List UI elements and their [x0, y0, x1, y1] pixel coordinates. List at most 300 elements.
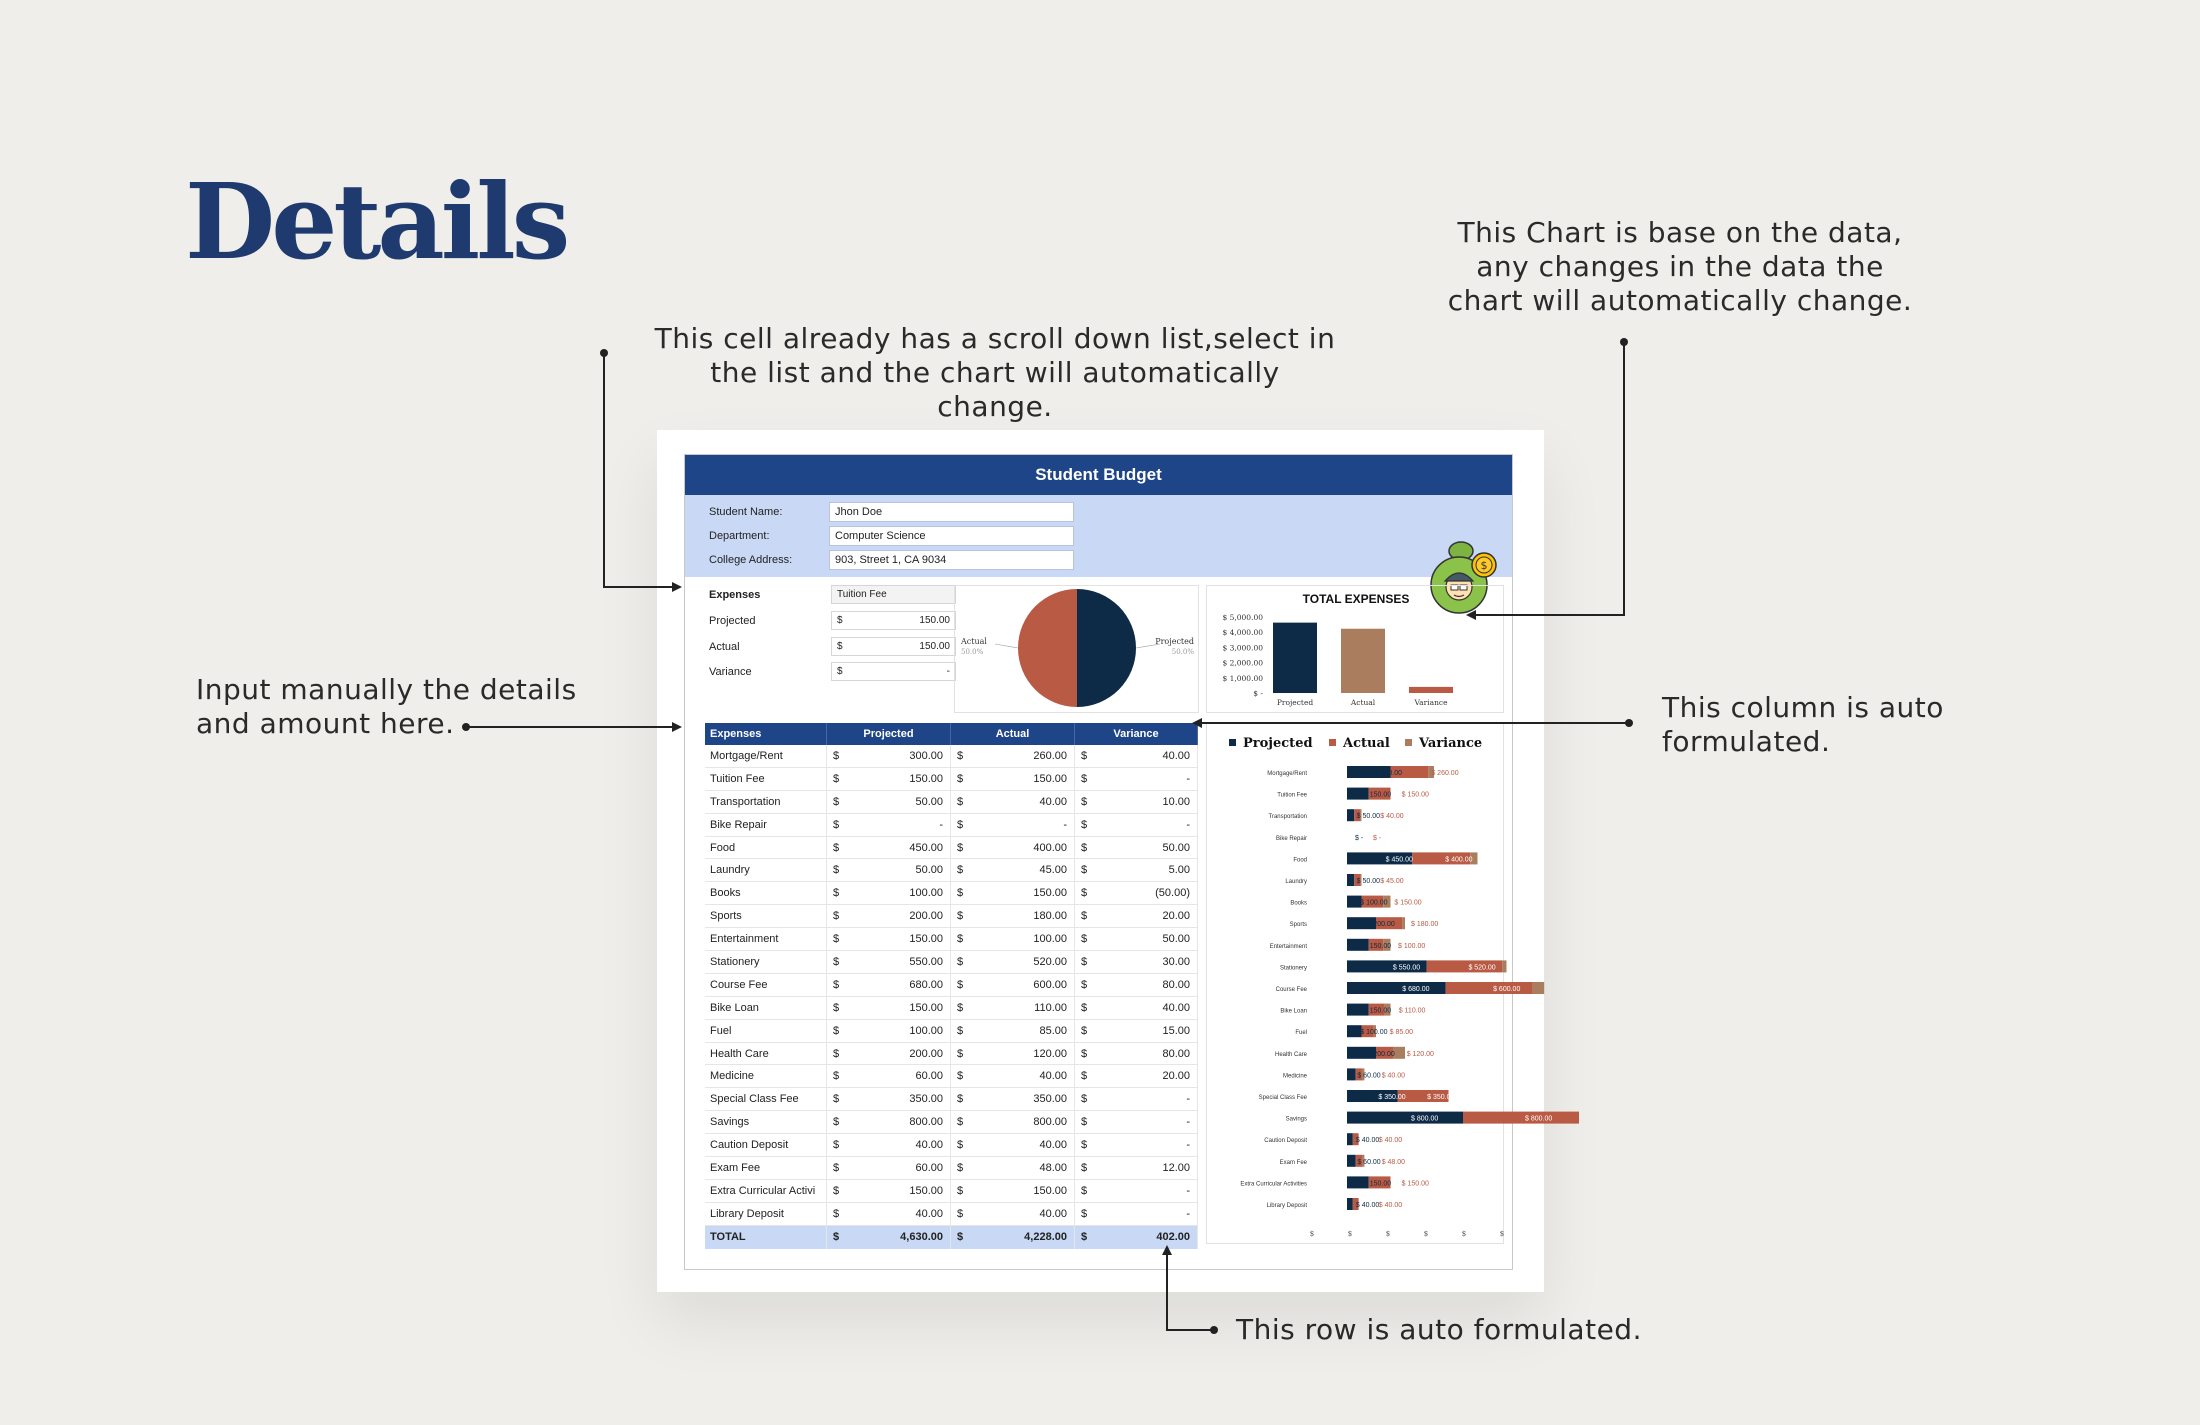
projected-cell[interactable]: [827, 882, 951, 904]
actual-data-label: $ 260.00: [1431, 770, 1459, 777]
actual-cell[interactable]: [951, 837, 1075, 859]
legend-label: Actual: [1343, 736, 1390, 751]
amount: 80.00: [1162, 978, 1190, 991]
expense-name-cell[interactable]: Special Class Fee: [705, 1088, 827, 1110]
projected-data-label: $ 800.00: [1411, 1115, 1439, 1123]
projected-cell[interactable]: [827, 951, 951, 973]
variance-cell: [1075, 1134, 1198, 1156]
currency-symbol: $: [957, 750, 964, 762]
currency-symbol: $: [833, 933, 840, 946]
summary-label: Projected: [709, 615, 756, 627]
x-tick-label: $: [1385, 1230, 1391, 1238]
projected-cell[interactable]: [827, 791, 951, 813]
amount: 4,228.00: [1024, 1230, 1067, 1243]
actual-data-label: $ 520.00: [1468, 964, 1496, 972]
currency-symbol: $: [957, 1184, 964, 1197]
actual-cell[interactable]: [951, 951, 1075, 973]
table-row: [705, 837, 1198, 860]
currency-symbol: $: [833, 1093, 840, 1106]
department-field[interactable]: Computer Science: [829, 526, 1074, 546]
summary-amount: -: [946, 666, 950, 677]
table-row: [705, 951, 1198, 974]
amount: 50.00: [1162, 841, 1190, 854]
student-name-field[interactable]: Jhon Doe: [829, 502, 1074, 522]
actual-data-label: $ 40.00: [1378, 1202, 1403, 1209]
projected-bar: [1347, 874, 1354, 886]
projected-cell[interactable]: [827, 1043, 951, 1065]
summary-value-box: [831, 637, 956, 656]
table-row: [705, 997, 1198, 1020]
amount: 5.00: [1168, 864, 1190, 877]
category-label: Exam Fee: [1279, 1159, 1307, 1166]
currency-symbol: $: [837, 615, 843, 626]
amount: 100.00: [909, 1024, 943, 1037]
summary-value-box: [831, 662, 956, 681]
actual-data-label: $ 150.00: [1394, 899, 1422, 907]
projected-bar: [1347, 809, 1354, 821]
category-label: Course Fee: [1275, 987, 1307, 993]
actual-cell[interactable]: [951, 1203, 1075, 1225]
projected-cell[interactable]: [827, 837, 951, 859]
projected-data-label: $ 60.00: [1357, 1158, 1381, 1166]
variance-cell: [1075, 1088, 1198, 1110]
currency-symbol: $: [833, 978, 840, 991]
actual-data-label: $ 800.00: [1525, 1115, 1553, 1123]
variance-bar: [1393, 1047, 1405, 1059]
total-expenses-chart: [1207, 586, 1505, 714]
currency-symbol: $: [957, 1207, 964, 1220]
currency-symbol: $: [1081, 1024, 1088, 1037]
actual-cell[interactable]: [951, 997, 1075, 1019]
table-row: [705, 928, 1198, 951]
projected-data-label: $ 50.00: [1356, 878, 1380, 885]
y-tick-label: $ 5,000.00: [1222, 613, 1263, 622]
variance-cell: [1075, 1203, 1198, 1225]
currency-symbol: $: [833, 864, 840, 877]
amount: 150.00: [1033, 1184, 1067, 1197]
projected-data-label: $ 100.00: [1360, 899, 1388, 907]
currency-symbol: $: [1081, 956, 1088, 969]
expense-comparison-chart: [1207, 724, 1553, 1245]
currency-symbol: $: [957, 978, 964, 991]
amount: 150.00: [909, 933, 943, 946]
currency-symbol: $: [957, 1162, 964, 1175]
amount: 120.00: [1033, 1047, 1067, 1060]
expense-selector-label: Expenses: [709, 589, 761, 601]
actual-cell[interactable]: [951, 791, 1075, 813]
projected-bar: [1347, 1155, 1356, 1167]
x-tick-label: $: [1423, 1230, 1429, 1238]
expense-name-cell[interactable]: Library Deposit: [705, 1203, 827, 1225]
bar-variance: [1409, 687, 1453, 693]
currency-symbol: $: [957, 1024, 964, 1037]
pie-data-label: 50.0%: [961, 648, 984, 656]
expense-name-cell[interactable]: Books: [705, 882, 827, 904]
amount: -: [939, 818, 943, 831]
category-label: Library Deposit: [1266, 1203, 1307, 1209]
currency-symbol: $: [833, 818, 840, 831]
currency-symbol: $: [957, 1116, 964, 1129]
column-header: Variance: [1075, 723, 1198, 745]
summary-amount: 150.00: [919, 641, 950, 652]
actual-cell[interactable]: [951, 1111, 1075, 1133]
amount: 100.00: [909, 887, 943, 900]
currency-symbol: $: [957, 1230, 964, 1243]
actual-cell[interactable]: [951, 1043, 1075, 1065]
amount: 200.00: [909, 1047, 943, 1060]
projected-bar: [1347, 1068, 1356, 1080]
amount: -: [1186, 1116, 1190, 1129]
projected-cell[interactable]: [827, 928, 951, 950]
projected-cell[interactable]: [827, 814, 951, 836]
amount: 4,630.00: [900, 1230, 943, 1243]
summary-label: Actual: [709, 641, 740, 653]
summary-value-box: [831, 611, 956, 630]
actual-cell[interactable]: [951, 1157, 1075, 1179]
actual-cell[interactable]: [951, 905, 1075, 927]
x-tick-label: $: [1499, 1230, 1505, 1238]
category-label: Transportation: [1268, 814, 1307, 821]
projected-cell[interactable]: [827, 859, 951, 881]
currency-symbol: $: [1081, 750, 1088, 762]
amount: -: [1186, 1184, 1190, 1197]
amount: 12.00: [1162, 1162, 1190, 1175]
y-tick-label: $ -: [1253, 689, 1263, 698]
category-label: Tuition Fee: [1277, 792, 1307, 799]
actual-data-label: $ 40.00: [1381, 1072, 1406, 1080]
expense-name-cell[interactable]: Bike Repair: [705, 814, 827, 836]
amount: 800.00: [909, 1116, 943, 1129]
variance-bar: [1533, 982, 1545, 994]
summary-row-actual: [709, 637, 959, 657]
actual-cell[interactable]: [951, 768, 1075, 790]
amount: 150.00: [909, 1001, 943, 1014]
y-tick-label: $ 1,000.00: [1222, 673, 1263, 683]
projected-cell[interactable]: [827, 1088, 951, 1110]
actual-data-label: $ 48.00: [1381, 1158, 1406, 1166]
actual-cell[interactable]: [951, 974, 1075, 996]
currency-symbol: $: [833, 1070, 840, 1083]
expense-name-cell[interactable]: Stationery: [705, 951, 827, 973]
chart-note: This Chart is base on the data, any changes in the data the chart will automatically change.: [1447, 216, 1913, 317]
currency-symbol: $: [1081, 978, 1088, 991]
variance-cell: [1075, 997, 1198, 1019]
projected-data-label: $ 200.00: [1367, 1050, 1395, 1058]
expense-comparison-chart-panel: [1206, 723, 1553, 1244]
actual-data-label: $ 150.00: [1401, 791, 1429, 799]
currency-symbol: $: [957, 818, 964, 831]
expense-name-cell[interactable]: Savings: [705, 1111, 827, 1133]
expense-name-cell[interactable]: Health Care: [705, 1043, 827, 1065]
variance-cell: [1075, 791, 1198, 813]
expense-selector-row: [709, 585, 959, 605]
actual-cell[interactable]: [951, 928, 1075, 950]
actual-cell[interactable]: [951, 814, 1075, 836]
expense-name-cell[interactable]: Entertainment: [705, 928, 827, 950]
projected-data-label: $ 60.00: [1357, 1072, 1381, 1080]
amount: 50.00: [915, 795, 943, 808]
currency-symbol: $: [833, 1230, 840, 1243]
amount: 300.00: [909, 750, 943, 762]
legend-swatch: [1329, 739, 1336, 746]
pie-data-label: 50.0%: [1171, 648, 1194, 656]
expense-name-cell[interactable]: Mortgage/Rent: [705, 745, 827, 767]
x-tick-label: $: [1461, 1230, 1467, 1238]
actual-data-label: $ 85.00: [1389, 1029, 1414, 1037]
summary-amount: 150.00: [919, 615, 950, 626]
legend-label: Projected: [1243, 736, 1313, 751]
projected-data-label: $ 300.00: [1374, 770, 1402, 777]
actual-cell[interactable]: [951, 1088, 1075, 1110]
expense-name-cell[interactable]: Course Fee: [705, 974, 827, 996]
amount: 100.00: [1033, 933, 1067, 946]
currency-symbol: $: [1081, 1001, 1088, 1014]
actual-data-label: $ 45.00: [1380, 878, 1404, 885]
table-row: [705, 745, 1198, 768]
currency-symbol: $: [833, 1184, 840, 1197]
amount: 40.00: [1162, 1001, 1190, 1014]
currency-symbol: $: [1081, 1070, 1088, 1083]
variance-cell: [1075, 951, 1198, 973]
currency-symbol: $: [833, 750, 840, 762]
currency-symbol: $: [1081, 1230, 1088, 1243]
table-row: [705, 1180, 1198, 1203]
page-title: Details: [185, 160, 567, 283]
actual-data-label: $ 150.00: [1401, 1180, 1429, 1188]
projected-data-label: $ 40.00: [1355, 1202, 1380, 1209]
amount: 110.00: [1034, 1001, 1067, 1014]
currency-symbol: $: [833, 1207, 840, 1220]
actual-data-label: $ 400.00: [1445, 856, 1473, 864]
amount: 30.00: [1162, 956, 1190, 969]
currency-symbol: $: [833, 1139, 840, 1152]
expense-summary: [709, 585, 959, 705]
category-label: Mortgage/Rent: [1267, 771, 1307, 777]
table-row: [705, 859, 1198, 882]
projected-cell[interactable]: [827, 1134, 951, 1156]
projected-cell[interactable]: [827, 745, 951, 767]
variance-bar: [1502, 960, 1506, 972]
amount: 400.00: [1033, 841, 1067, 854]
currency-symbol: $: [957, 772, 964, 785]
variance-cell: [1075, 1226, 1198, 1249]
row-note: This row is auto formulated.: [1236, 1313, 1642, 1346]
actual-cell[interactable]: [951, 1020, 1075, 1042]
projected-bar: [1347, 982, 1446, 994]
y-tick-label: $ 2,000.00: [1222, 658, 1263, 668]
expense-name-cell[interactable]: Exam Fee: [705, 1157, 827, 1179]
actual-data-label: $ 120.00: [1406, 1050, 1434, 1058]
category-label: Books: [1290, 900, 1307, 907]
column-header: Projected: [827, 723, 951, 745]
amount: 40.00: [915, 1207, 943, 1220]
amount: 10.00: [1162, 795, 1190, 808]
expense-name-cell[interactable]: Caution Deposit: [705, 1134, 827, 1156]
variance-cell: [1075, 837, 1198, 859]
currency-symbol: $: [1081, 864, 1088, 877]
actual-data-label: $ 100.00: [1398, 942, 1426, 950]
expense-name-cell[interactable]: Medicine: [705, 1065, 827, 1087]
actual-cell[interactable]: [951, 882, 1075, 904]
currency-symbol: $: [957, 956, 964, 969]
projected-cell[interactable]: [827, 997, 951, 1019]
table-row: [705, 1065, 1198, 1088]
column-header: Actual: [951, 723, 1075, 745]
table-row: [705, 1203, 1198, 1226]
projected-data-label: $ 200.00: [1367, 921, 1395, 929]
projected-data-label: $ 100.00: [1360, 1029, 1388, 1037]
amount: 150.00: [1033, 887, 1067, 900]
input-note: Input manually the details and amount here.: [196, 673, 577, 740]
projected-bar: [1347, 1112, 1463, 1124]
currency-symbol: $: [1081, 1116, 1088, 1129]
variance-cell: [1075, 974, 1198, 996]
projected-data-label: $ 150.00: [1363, 791, 1392, 799]
expense-name-cell[interactable]: Sports: [705, 905, 827, 927]
summary-row-projected: [709, 611, 959, 631]
amount: 20.00: [1162, 910, 1190, 923]
variance-cell: [1075, 1043, 1198, 1065]
variance-cell: [1075, 1180, 1198, 1202]
pie-label: Actual: [961, 637, 987, 646]
column-note: This column is auto formulated.: [1662, 691, 1944, 758]
actual-data-label: $ 110.00: [1398, 1007, 1426, 1015]
table-row: [705, 791, 1198, 814]
info-label: College Address:: [709, 554, 793, 566]
actual-cell[interactable]: [951, 745, 1075, 767]
info-label: Department:: [709, 530, 770, 542]
currency-symbol: $: [1081, 818, 1088, 831]
amount: -: [1186, 1207, 1190, 1220]
category-label: Bike Loan: [1280, 1008, 1307, 1015]
category-label: Health Care: [1274, 1051, 1307, 1058]
projected-bar: [1347, 1133, 1353, 1145]
currency-symbol: $: [1081, 1047, 1088, 1060]
table-row: [705, 1043, 1198, 1066]
table-row: [705, 1111, 1198, 1134]
pie-label: Projected: [1155, 637, 1194, 646]
currency-symbol: $: [957, 1070, 964, 1083]
projected-cell[interactable]: [827, 1157, 951, 1179]
table-row: [705, 1157, 1198, 1180]
actual-data-label: $ 350.00: [1427, 1094, 1455, 1101]
amount: (50.00): [1155, 887, 1190, 900]
amount: 50.00: [915, 864, 943, 877]
projected-cell[interactable]: [827, 1020, 951, 1042]
x-tick-label: Projected: [1276, 698, 1314, 707]
projected-cell[interactable]: [827, 905, 951, 927]
category-label: Laundry: [1285, 879, 1307, 885]
y-tick-label: $ 3,000.00: [1222, 643, 1263, 653]
currency-symbol: $: [957, 910, 964, 923]
currency-symbol: $: [1081, 933, 1088, 946]
bar-actual: [1341, 629, 1385, 693]
projected-cell[interactable]: [827, 974, 951, 996]
expense-name-cell[interactable]: Fuel: [705, 1020, 827, 1042]
x-tick-label: Actual: [1350, 698, 1376, 707]
currency-symbol: $: [833, 1162, 840, 1175]
table-row: [705, 1134, 1198, 1157]
currency-symbol: $: [833, 1024, 840, 1037]
variance-cell: [1075, 859, 1198, 881]
actual-cell[interactable]: [951, 1134, 1075, 1156]
pie-slice-projected: [1077, 589, 1136, 707]
college-address-field[interactable]: 903, Street 1, CA 9034: [829, 550, 1074, 570]
variance-cell: [1075, 1111, 1198, 1133]
projected-data-label: $ 50.00: [1356, 813, 1380, 821]
currency-symbol: $: [1081, 887, 1088, 900]
projected-cell[interactable]: [827, 1111, 951, 1133]
amount: 80.00: [1162, 1047, 1190, 1060]
amount: 48.00: [1039, 1162, 1067, 1175]
currency-symbol: $: [833, 1047, 840, 1060]
currency-symbol: $: [1081, 1207, 1088, 1220]
amount: 350.00: [909, 1093, 943, 1106]
amount: 40.00: [1039, 1139, 1067, 1152]
actual-cell[interactable]: [951, 1065, 1075, 1087]
projected-cell[interactable]: [827, 1203, 951, 1225]
expense-dropdown[interactable]: Tuition Fee: [831, 585, 956, 604]
currency-symbol: $: [1081, 1093, 1088, 1106]
category-label: Sports: [1289, 922, 1307, 929]
currency-symbol: $: [833, 956, 840, 969]
chart-title: TOTAL EXPENSES: [1302, 592, 1410, 606]
svg-text:$: $: [1480, 559, 1488, 572]
amount: -: [1063, 818, 1067, 831]
projected-data-label: $ 680.00: [1402, 986, 1430, 993]
amount: 40.00: [1162, 750, 1190, 762]
expense-name-cell[interactable]: Laundry: [705, 859, 827, 881]
projected-data-label: $ 450.00: [1385, 856, 1413, 864]
total-expenses-chart-panel: [1206, 585, 1504, 713]
amount: 200.00: [909, 910, 943, 923]
expense-name-cell[interactable]: Tuition Fee: [705, 768, 827, 790]
amount: 40.00: [1039, 1070, 1067, 1083]
actual-cell: [951, 1226, 1075, 1249]
currency-symbol: $: [1081, 1162, 1088, 1175]
currency-symbol: $: [833, 1001, 840, 1014]
projected-cell[interactable]: [827, 1180, 951, 1202]
column-header: Expenses: [705, 723, 827, 745]
projected-cell[interactable]: [827, 1065, 951, 1087]
expense-name-cell[interactable]: Bike Loan: [705, 997, 827, 1019]
currency-symbol: $: [957, 1001, 964, 1014]
expense-name-cell[interactable]: Food: [705, 837, 827, 859]
table-row: [705, 1088, 1198, 1111]
pie-slice-actual: [1018, 589, 1077, 707]
actual-cell[interactable]: [951, 859, 1075, 881]
sheet-title: Student Budget: [685, 455, 1512, 495]
projected-cell[interactable]: [827, 768, 951, 790]
amount: 260.00: [1033, 750, 1067, 762]
currency-symbol: $: [833, 841, 840, 854]
projected-data-label: $ 150.00: [1363, 942, 1392, 950]
y-tick-label: $ 4,000.00: [1222, 628, 1263, 638]
expense-name-cell[interactable]: Transportation: [705, 791, 827, 813]
amount: -: [1186, 818, 1190, 831]
amount: -: [1186, 772, 1190, 785]
expense-name-cell[interactable]: Extra Curricular Activi: [705, 1180, 827, 1202]
projected-data-label: $ 150.00: [1363, 1007, 1392, 1015]
amount: 150.00: [1033, 772, 1067, 785]
currency-symbol: $: [957, 841, 964, 854]
variance-cell: [1075, 882, 1198, 904]
actual-cell[interactable]: [951, 1180, 1075, 1202]
actual-data-label: $ 40.00: [1378, 1137, 1403, 1145]
amount: 600.00: [1033, 978, 1067, 991]
actual-bar: [1463, 1112, 1579, 1124]
projected-data-label: $ 150.00: [1363, 1180, 1392, 1188]
